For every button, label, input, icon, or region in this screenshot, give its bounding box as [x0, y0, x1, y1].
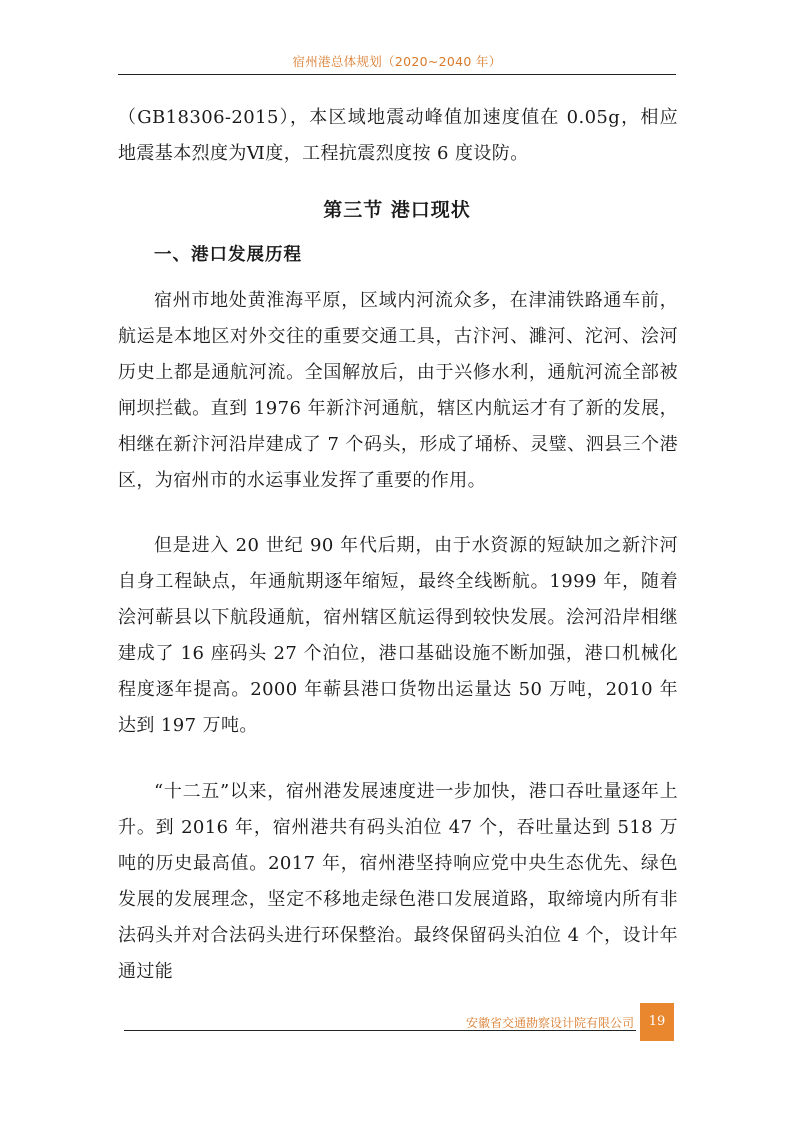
- section-title: 第三节 港口现状: [323, 199, 471, 221]
- page-number: 19: [648, 1014, 666, 1029]
- running-header-title: 宿州港总体规划（2020~2040 年）: [292, 54, 502, 69]
- body-paragraph-2: 但是进入 20 世纪 90 年代后期，由于水资源的短缺加之新汴河自身工程缺点，年通航期逐年缩短，最终全线断航。1999 年，随着浍河蕲县以下航段通航，宿州辖区航运得到较快发展。浍河沿岸相继建成了 16 座码头 27 个泊位，港口基础设施不断加强，港口机械化程度逐年提高。2000 年蕲县港口货物出运量达 50 万吨，2010 年达到 197 万吨。: [118, 535, 678, 736]
- page-number-badge: [640, 1003, 674, 1041]
- footer-company-name: 安徽省交通勘察设计院有限公司: [465, 1016, 634, 1030]
- subsection-title: 一、港口发展历程: [154, 245, 302, 265]
- body-paragraph-1: 宿州市地处黄淮海平原，区域内河流众多，在津浦铁路通车前，航运是本地区对外交往的重要交通工具，古汴河、濉河、沱河、浍河历史上都是通航河流。全国解放后，由于兴修水利，通航河流全部被闸坝拦截。直到 1976 年新汴河通航，辖区内航运才有了新的发展，相继在新汴河沿岸建成了 7 个码头，形成了埇桥、灵璧、泗县三个港区，为宿州市的水运事业发挥了重要的作用。: [118, 290, 678, 491]
- header-divider: [118, 74, 676, 75]
- intro-paragraph: （GB18306-2015），本区域地震动峰值加速度值在 0.05g，相应地震基本烈度为Ⅵ度，工程抗震烈度按 6 度设防。: [118, 107, 678, 164]
- body-paragraph-3: “十二五”以来，宿州港发展速度进一步加快，港口吞吐量逐年上升。到 2016 年，宿州港共有码头泊位 47 个，吞吐量达到 518 万吨的历史最高值。2017 年，宿州港坚持响应党中央生态优先、绿色发展的发展理念，坚定不移地走绿色港口发展道路，取缔境内所有非法码头并对合法码头进行环保整治。最终保留码头泊位 4 个，设计年通过能: [118, 781, 678, 982]
